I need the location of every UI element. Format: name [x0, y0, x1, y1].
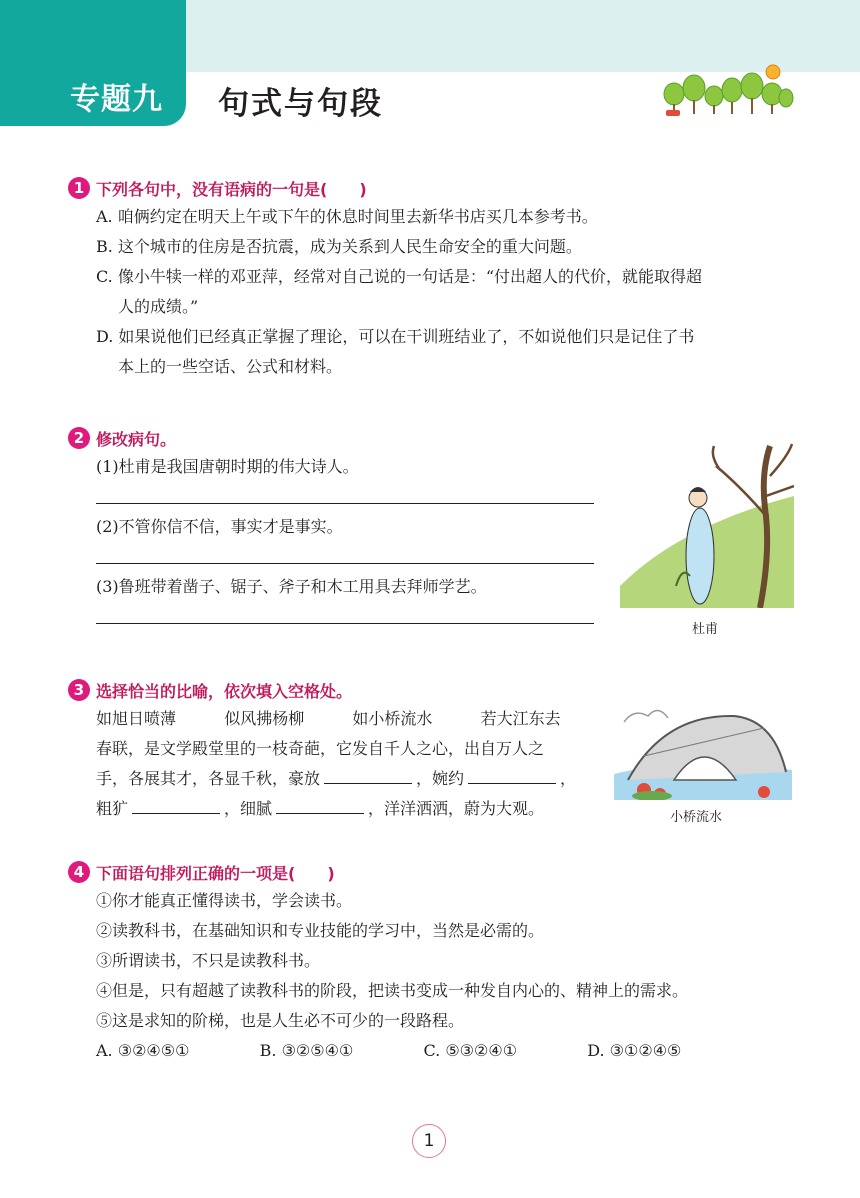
page-number: 1	[412, 1124, 446, 1158]
answer-line-2[interactable]	[68, 542, 487, 572]
du-fu-caption: 杜甫	[692, 622, 719, 637]
option-d: D. 如果说他们已经真正掌握了理论，可以在干训班结业了，不如说他们只是记住了书	[96, 327, 695, 346]
question-number: 4	[68, 861, 90, 883]
question-number: 1	[68, 177, 90, 199]
choice-row	[68, 704, 576, 734]
sentence-3: (3)鲁班带着凿子、锯子、斧子和木工用具去拜师学艺。	[96, 577, 487, 596]
option-b[interactable]: B. ③②⑤④①	[259, 1041, 354, 1060]
question-3	[68, 676, 576, 824]
option-a: A. 咱俩约定在明天上午或下午的休息时间里去新华书店买几本参考书。	[96, 207, 598, 226]
question-2	[68, 424, 487, 632]
sentence-4: ④但是，只有超越了读教科书的阶段，把读书变成一种发自内心的、精神上的需求。	[96, 981, 689, 1000]
option-c[interactable]: C. ⑤③②④①	[423, 1041, 518, 1060]
option-b: B. 这个城市的住房是否抗震，成为关系到人民生命安全的重大问题。	[96, 237, 582, 256]
bridge-illustration	[614, 694, 792, 800]
option-d[interactable]: D. ③①②④⑤	[587, 1041, 682, 1060]
choice-3: 如小桥流水	[352, 709, 433, 728]
passage-line-2: 手，各展其才，各显千秋，豪放 ，婉约 ，	[68, 764, 576, 794]
topic-label: 专题九	[70, 82, 163, 117]
bridge-caption: 小桥流水	[670, 810, 723, 825]
blank-1[interactable]	[324, 765, 412, 784]
trees-illustration	[660, 60, 794, 118]
blank-3[interactable]	[132, 795, 220, 814]
question-title: 下面语句排列正确的一项是( )	[96, 863, 335, 883]
du-fu-illustration	[620, 436, 794, 608]
question-number: 2	[68, 427, 90, 449]
question-title: 选择恰当的比喻，依次填入空格处。	[96, 681, 353, 701]
option-c-cont: 人的成绩。”	[118, 297, 199, 316]
sentence-1: ①你才能真正懂得读书，学会读书。	[96, 891, 353, 910]
sentence-5: ⑤这是求知的阶梯，也是人生必不可少的一段路程。	[96, 1011, 465, 1030]
question-4	[68, 858, 688, 1066]
page-title: 句式与句段	[218, 86, 383, 122]
question-number: 3	[68, 679, 90, 701]
blank-2[interactable]	[468, 765, 556, 784]
sentence-1: (1)杜甫是我国唐朝时期的伟大诗人。	[96, 457, 359, 476]
option-c: C. 像小牛犊一样的邓亚萍，经常对自己说的一句话是：“付出超人的代价，就能取得超	[96, 267, 703, 286]
blank-4[interactable]	[276, 795, 364, 814]
question-title: 下列各句中，没有语病的一句是( )	[96, 179, 367, 199]
options-row	[68, 1036, 688, 1066]
choice-4: 若大江东去	[480, 709, 561, 728]
question-title: 修改病句。	[96, 429, 177, 449]
passage-line-3: 粗犷 ，细腻 ，洋洋洒洒，蔚为大观。	[68, 794, 576, 824]
sentence-3: ③所谓读书，不只是读教科书。	[96, 951, 321, 970]
question-1	[68, 174, 702, 382]
sentence-2: (2)不管你信不信，事实才是事实。	[96, 517, 343, 536]
answer-line-1[interactable]	[68, 482, 487, 512]
sentence-2: ②读教科书，在基础知识和专业技能的学习中，当然是必需的。	[96, 921, 545, 940]
choice-2: 似风拂杨柳	[224, 709, 305, 728]
choice-1: 如旭日喷薄	[96, 709, 177, 728]
option-d-cont: 本上的一些空话、公式和材料。	[118, 357, 343, 376]
answer-line-3[interactable]	[68, 602, 487, 632]
option-a[interactable]: A. ③②④⑤①	[96, 1041, 190, 1060]
passage-line-1: 春联，是文学殿堂里的一枝奇葩，它发自千人之心，出自万人之	[96, 739, 545, 758]
